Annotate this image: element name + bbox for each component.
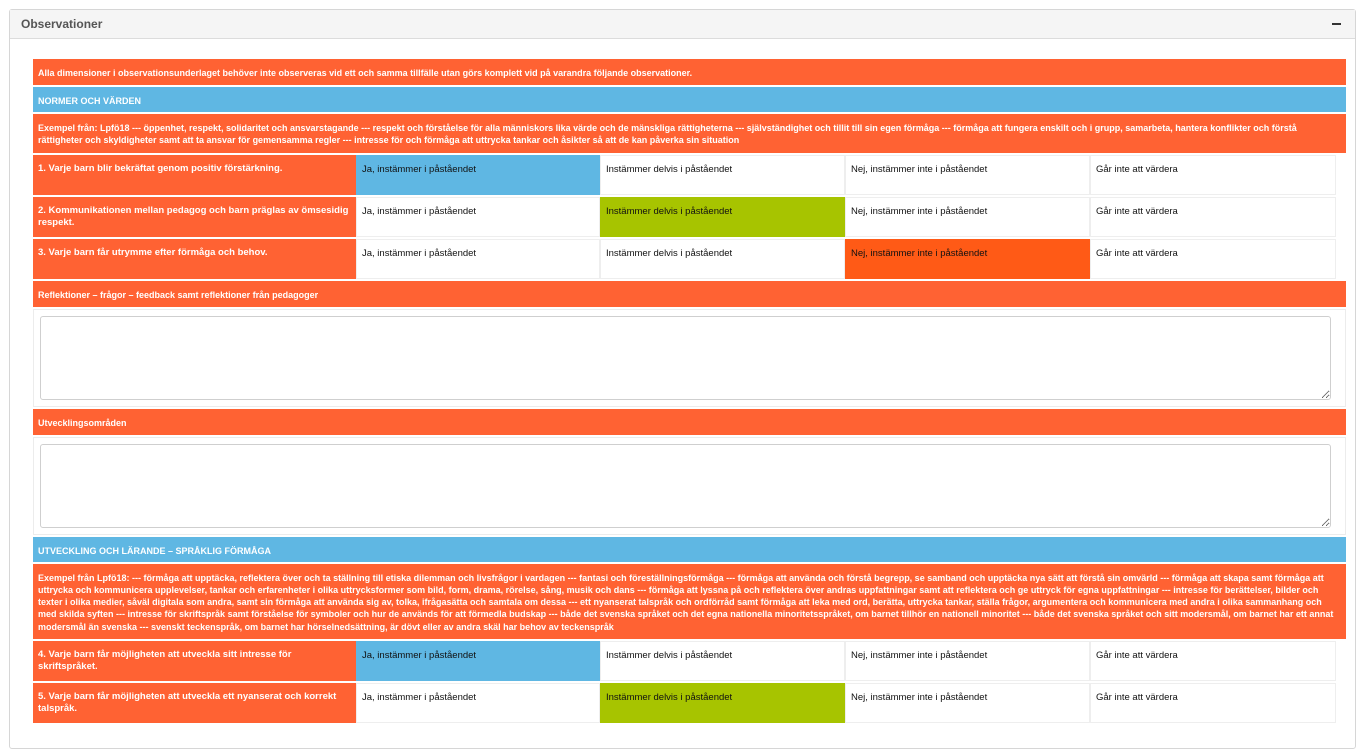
option-partly[interactable]: Instämmer delvis i påståendet	[600, 239, 845, 279]
development-label: Utvecklingsområden	[33, 409, 1346, 435]
option-no[interactable]: Nej, instämmer inte i påståendet	[845, 239, 1090, 279]
section-title: NORMER OCH VÄRDEN	[33, 87, 1346, 112]
option-no[interactable]: Nej, instämmer inte i påståendet	[845, 155, 1090, 195]
development-textarea[interactable]	[40, 444, 1331, 528]
option-not-assessable[interactable]: Går inte att värdera	[1090, 155, 1336, 195]
question-label: 1. Varje barn blir bekräftat genom positiv förstärkning.	[33, 155, 356, 195]
question-label: 2. Kommunikationen mellan pedagog och barn präglas av ömsesidig respekt.	[33, 197, 356, 237]
minus-icon[interactable]	[1332, 23, 1341, 25]
reflection-textarea[interactable]	[40, 316, 1331, 400]
question-label: 3. Varje barn får utrymme efter förmåga och behov.	[33, 239, 356, 279]
development-area-wrapper	[33, 437, 1346, 535]
observations-panel	[9, 9, 1356, 749]
option-partly[interactable]: Instämmer delvis i påståendet	[600, 641, 845, 681]
observation-form	[33, 59, 1346, 725]
question-row	[33, 197, 1346, 237]
question-row	[33, 641, 1346, 681]
section-title: UTVECKLING OCH LÄRANDE – SPRÅKLIG FÖRMÅGA	[33, 537, 1346, 562]
option-partly[interactable]: Instämmer delvis i påståendet	[600, 683, 845, 723]
panel-header	[10, 10, 1355, 39]
option-no[interactable]: Nej, instämmer inte i påståendet	[845, 641, 1090, 681]
option-yes[interactable]: Ja, instämmer i påståendet	[356, 641, 600, 681]
option-no[interactable]: Nej, instämmer inte i påståendet	[845, 197, 1090, 237]
option-not-assessable[interactable]: Går inte att värdera	[1090, 197, 1336, 237]
question-label: 4. Varje barn får möjligheten att utveckla sitt intresse för skriftspråket.	[33, 641, 356, 681]
section-example: Exempel från: Lpfö18 --- öppenhet, respekt, solidaritet och ansvarstagande --- respekt och förståelse för alla människors lika värde och de mänskliga rättigheterna --- självständighet och tillit till sin egen förmåga --- förmåga att fungera enskilt och i grupp, samarbeta, hantera konflikter och förstå rättigheter och skyldigheter samt att ta ansvar för gemensamma regler --- intresse för och förmåga att uttrycka tankar och åsikter så att de kan påverka sin situation	[33, 114, 1346, 152]
option-yes[interactable]: Ja, instämmer i påståendet	[356, 155, 600, 195]
option-partly[interactable]: Instämmer delvis i påståendet	[600, 197, 845, 237]
option-no[interactable]: Nej, instämmer inte i påståendet	[845, 683, 1090, 723]
option-yes[interactable]: Ja, instämmer i påståendet	[356, 197, 600, 237]
option-partly[interactable]: Instämmer delvis i påståendet	[600, 155, 845, 195]
notice-banner: Alla dimensioner i observationsunderlaget behöver inte observeras vid ett och samma tillfälle utan görs komplett vid på varandra följande observationer.	[33, 59, 1346, 85]
option-not-assessable[interactable]: Går inte att värdera	[1090, 239, 1336, 279]
question-row	[33, 155, 1346, 195]
panel-title: Observationer	[21, 17, 103, 31]
reflection-label: Reflektioner – frågor – feedback samt reflektioner från pedagoger	[33, 281, 1346, 307]
reflection-area-wrapper	[33, 309, 1346, 407]
option-yes[interactable]: Ja, instämmer i påståendet	[356, 239, 600, 279]
question-row	[33, 683, 1346, 723]
question-row	[33, 239, 1346, 279]
question-label: 5. Varje barn får möjligheten att utveckla ett nyanserat och korrekt talspråk.	[33, 683, 356, 723]
option-yes[interactable]: Ja, instämmer i påståendet	[356, 683, 600, 723]
option-not-assessable[interactable]: Går inte att värdera	[1090, 641, 1336, 681]
option-not-assessable[interactable]: Går inte att värdera	[1090, 683, 1336, 723]
section-example: Exempel från Lpfö18: --- förmåga att upptäcka, reflektera över och ta ställning till etiska dilemman och livsfrågor i vardagen --- fantasi och föreställningsförmåga --- förmåga att använda och förstå begrepp, se samband och upptäcka nya sätt att förstå sin omvärld --- förmåga att skapa samt förmåga att uttrycka och kommunicera upplevelser, tankar och erfarenheter i olika uttrycksformer som bild, form, drama, rörelse, sång, musik och dans --- förmåga att lyssna på och reflektera över andras uppfattningar samt att reflektera och ge uttryck för egna uppfattningar --- intresse för berättelser, bilder och texter i olika medier, såväl digitala som andra, samt sin förmåga att använda sig av, tolka, ifrågasätta och samtala om dessa --- ett nyanserat talspråk och ordförråd samt förmåga att leka med ord, berätta, uttrycka tankar, ställa frågor, argumentera och kommunicera med andra i olika sammanhang och med skilda syften --- intresse för skriftspråk samt förståelse för symboler och hur de används för att förmedla budskap --- både det svenska språket och det egna nationella minoritetsspråket, om barnet tillhör en nationell minoritet --- både det svenska språket och sitt modersmål, om barnet har ett annat modersmål än svenska --- svenskt teckenspråk, om barnet har hörselnedsättning, är dövt eller av andra skäl har behov av teckenspråk	[33, 564, 1346, 639]
